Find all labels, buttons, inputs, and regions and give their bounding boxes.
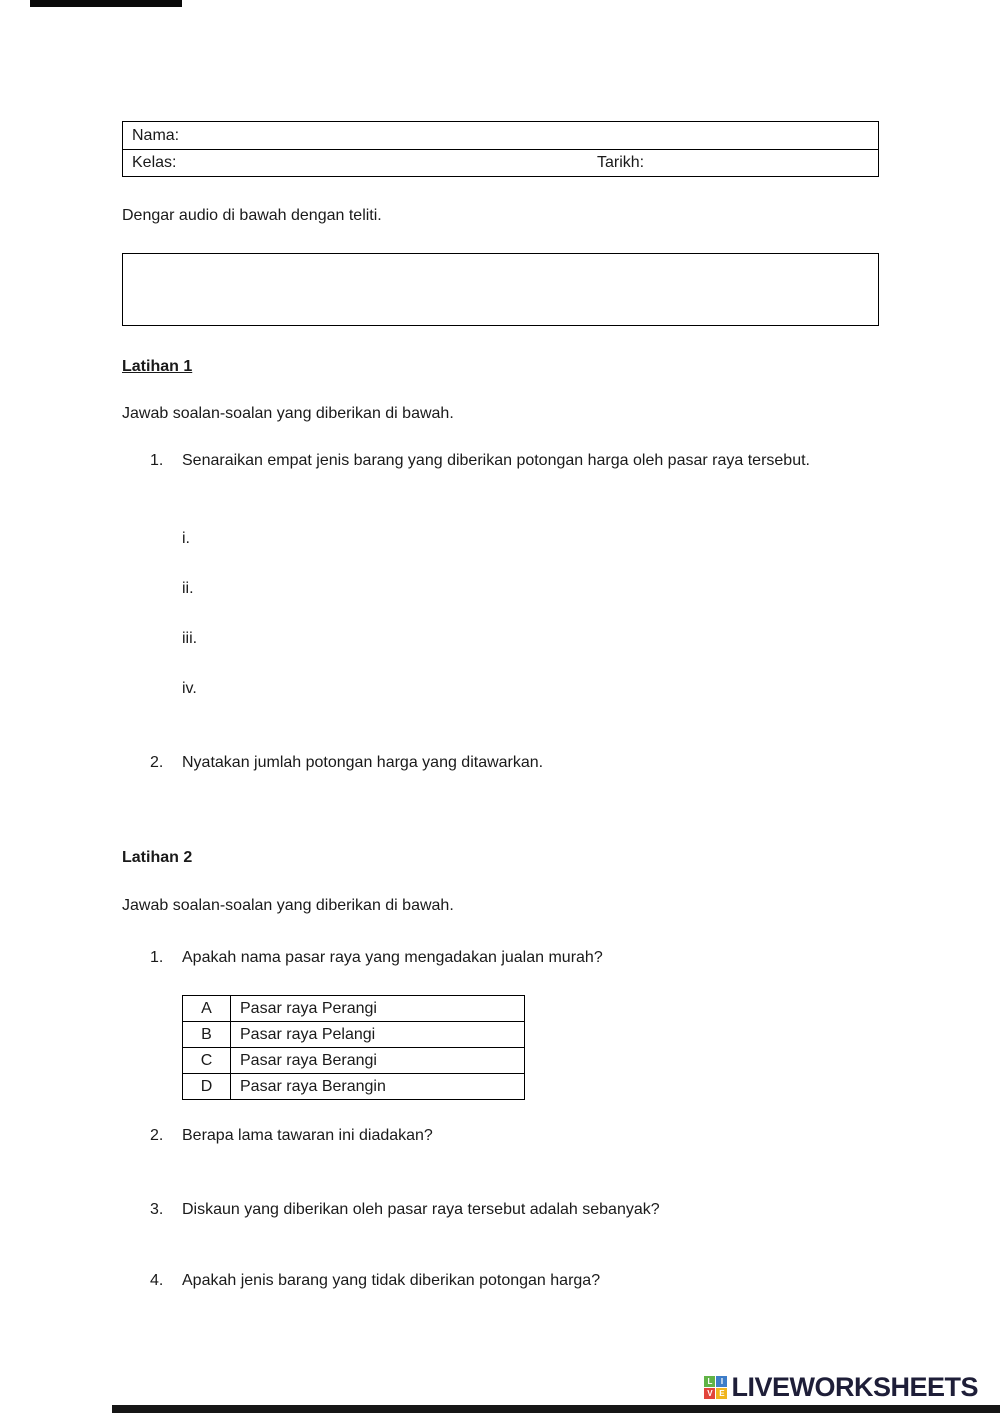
option-letter[interactable]: D — [183, 1074, 231, 1100]
liveworksheets-logo-icon — [704, 1376, 727, 1399]
latihan1-question-1 — [150, 450, 837, 472]
audio-instruction-text: Dengar audio di bawah dengan teliti. — [122, 207, 382, 224]
subitem-label: iii. — [182, 630, 198, 647]
latihan2-question-4 — [150, 1270, 837, 1292]
answer-line-ii[interactable] — [182, 580, 782, 604]
student-info-table — [122, 121, 879, 177]
latihan1-intro: Jawab soalan-soalan yang diberikan di bawah. — [122, 405, 454, 422]
question-text: Nyatakan jumlah potongan harga yang ditawarkan. — [182, 754, 544, 771]
option-text[interactable]: Pasar raya Perangi — [231, 996, 525, 1022]
question-number: 1. — [150, 452, 164, 469]
question-number: 1. — [150, 949, 164, 966]
option-text[interactable]: Pasar raya Berangin — [231, 1074, 525, 1100]
tarikh-label: Tarikh: — [597, 154, 645, 171]
question-number: 3. — [150, 1201, 164, 1218]
scan-artifact-top — [30, 0, 182, 7]
liveworksheets-brand-text: LIVEWORKSHEETS — [731, 1372, 978, 1402]
nama-label: Nama: — [132, 126, 180, 144]
scan-artifact-bottom — [112, 1405, 1000, 1413]
kelas-tarikh-field-row[interactable] — [123, 149, 878, 176]
answer-line-iv[interactable] — [182, 680, 782, 704]
latihan1-title: Latihan 1 — [122, 358, 193, 375]
logo-tile-v: V — [704, 1388, 715, 1399]
question-text: Senaraikan empat jenis barang yang diberikan potongan harga oleh pasar raya tersebut. — [182, 452, 810, 469]
subitem-label: iv. — [182, 680, 197, 697]
question-text: Berapa lama tawaran ini diadakan? — [182, 1127, 433, 1144]
logo-tile-i: I — [716, 1376, 727, 1387]
answer-line-i[interactable] — [182, 530, 782, 554]
latihan1-question-2 — [150, 752, 837, 774]
latihan2-title: Latihan 2 — [122, 849, 193, 866]
logo-tile-e: E — [716, 1388, 727, 1399]
option-letter[interactable]: B — [183, 1022, 231, 1048]
subitem-label: ii. — [182, 580, 194, 597]
kelas-label: Kelas: — [132, 154, 177, 171]
liveworksheets-logo — [704, 1372, 978, 1403]
latihan2-question-2 — [150, 1125, 837, 1147]
option-row-b[interactable] — [183, 1022, 525, 1048]
question-number: 2. — [150, 1127, 164, 1144]
answer-line-iii[interactable] — [182, 630, 782, 654]
option-text[interactable]: Pasar raya Pelangi — [231, 1022, 525, 1048]
option-row-a[interactable] — [183, 996, 525, 1022]
logo-tile-l: L — [704, 1376, 715, 1387]
question-number: 4. — [150, 1272, 164, 1289]
question-text: Apakah nama pasar raya yang mengadakan jualan murah? — [182, 949, 603, 966]
latihan2-question-3 — [150, 1199, 837, 1221]
option-letter[interactable]: A — [183, 996, 231, 1022]
question-text: Apakah jenis barang yang tidak diberikan potongan harga? — [182, 1272, 601, 1289]
mcq-options-table — [182, 995, 525, 1100]
question-text: Diskaun yang diberikan oleh pasar raya tersebut adalah sebanyak? — [182, 1201, 660, 1218]
option-letter[interactable]: C — [183, 1048, 231, 1074]
subitem-label: i. — [182, 530, 190, 547]
option-row-c[interactable] — [183, 1048, 525, 1074]
nama-field-row[interactable] — [123, 122, 878, 149]
question-number: 2. — [150, 754, 164, 771]
option-row-d[interactable] — [183, 1074, 525, 1100]
audio-player-box[interactable] — [122, 253, 879, 326]
latihan2-intro: Jawab soalan-soalan yang diberikan di bawah. — [122, 897, 454, 914]
latihan2-question-1 — [150, 947, 837, 969]
option-text[interactable]: Pasar raya Berangi — [231, 1048, 525, 1074]
